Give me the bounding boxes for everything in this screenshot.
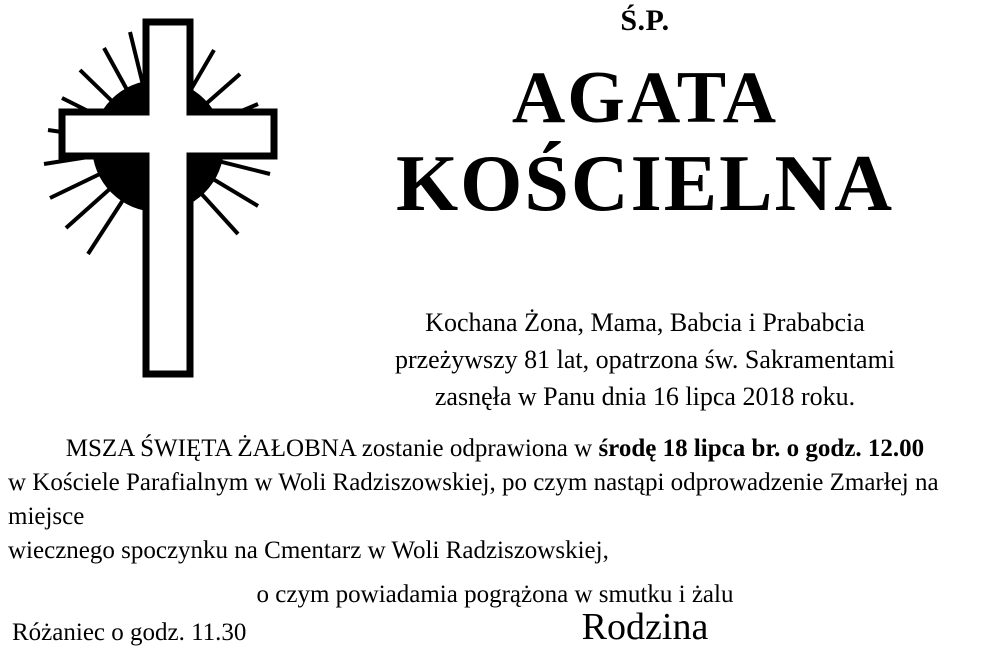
service-details: [8, 432, 982, 612]
death-line: zasnęła w Panu dnia 16 lipca 2018 roku.: [434, 381, 856, 411]
family-signature: Rodzina: [581, 606, 709, 648]
place-line: w Kościele Parafialnym w Woli Radziszowskiej, po czym nastąpi odprowadzenie Zmarłej na miejsce: [8, 469, 939, 530]
burial-line: wiecznego spoczynku na Cmentarz w Woli Radziszowskiej,: [8, 537, 609, 564]
name-header: [310, 0, 980, 228]
description-block: [310, 305, 980, 416]
last-name: KOŚCIELNA: [395, 139, 895, 228]
mass-prefix: MSZA ŚWIĘTA ŻAŁOBNA zostanie odprawiona w: [65, 435, 599, 462]
honorific: Ś.P.: [620, 4, 670, 37]
announce-line: o czym powiadamia pogrążona w smutku i żalu: [256, 581, 734, 608]
mass-time: środę 18 lipca br. o godz. 12.00: [598, 435, 925, 462]
rosary-line: Różaniec o godz. 11.30: [12, 619, 247, 646]
roles-line: Kochana Żona, Mama, Babcia i Prababcia: [425, 308, 865, 337]
age-line: przeżywszy 81 lat, opatrzona św. Sakramentami: [394, 344, 896, 374]
mass-line: [8, 432, 982, 466]
first-name: AGATA: [511, 57, 779, 139]
cross-with-sunburst-icon: [18, 8, 308, 388]
